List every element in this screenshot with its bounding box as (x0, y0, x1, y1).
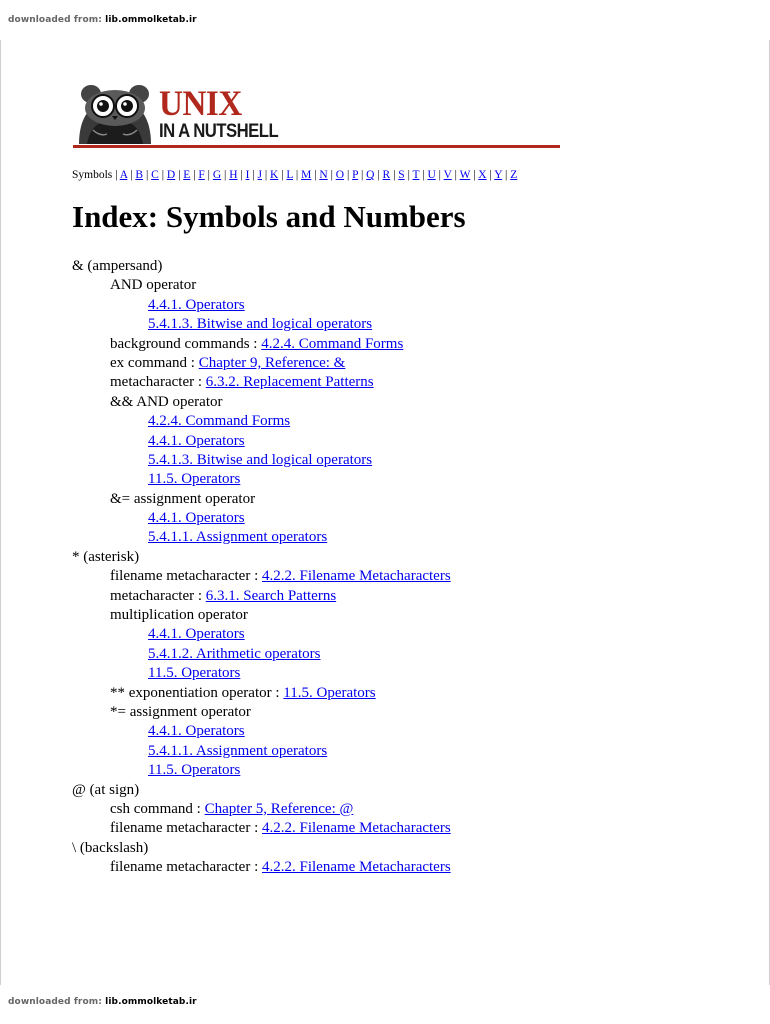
nav-letter-o[interactable]: O (335, 169, 345, 181)
reference-link[interactable]: 4.4.1. Operators (148, 296, 245, 313)
nav-letter-z[interactable]: Z (510, 169, 518, 181)
index-subentry (72, 335, 762, 354)
reference-link[interactable]: 4.2.4. Command Forms (148, 413, 291, 430)
logo-rule (73, 145, 560, 148)
index-reference (72, 432, 762, 451)
nav-letter-g[interactable]: G (212, 169, 222, 181)
nav-letter-a[interactable]: A (119, 169, 128, 181)
entry-text: filename metacharacter : (110, 820, 262, 837)
index-reference (72, 528, 762, 547)
nav-letter-h[interactable]: H (229, 169, 238, 181)
nav-letter-x[interactable]: X (478, 169, 487, 181)
index-subentry (72, 276, 762, 295)
logo-title: UNIX (159, 83, 242, 123)
entry-text: multiplication operator (110, 607, 248, 624)
reference-link[interactable]: 4.2.2. Filename Metacharacters (262, 568, 451, 585)
nav-letter-d[interactable]: D (166, 169, 176, 181)
reference-link[interactable]: 11.5. Operators (148, 471, 241, 488)
index-subentry (72, 354, 762, 373)
entry-text: * (asterisk) (72, 548, 140, 565)
entry-text: ** exponentiation operator : (110, 684, 284, 701)
nav-letter-f[interactable]: F (198, 169, 205, 181)
entry-text: metacharacter : (110, 587, 206, 604)
tarsier-icon (73, 82, 157, 146)
reference-link[interactable]: 11.5. Operators (148, 762, 241, 779)
index-reference (72, 742, 762, 761)
index-subentry (72, 393, 762, 412)
entry-text: AND operator (110, 277, 197, 294)
index-subentry (72, 819, 762, 838)
nav-letter-w[interactable]: W (459, 169, 471, 181)
reference-link[interactable]: 6.3.1. Search Patterns (205, 587, 337, 604)
index-reference (72, 722, 762, 741)
nav-letter-q[interactable]: Q (366, 169, 375, 181)
reference-link[interactable]: 4.2.4. Command Forms (261, 335, 404, 352)
reference-link[interactable]: 4.4.1. Operators (148, 510, 245, 527)
nav-letter-b[interactable]: B (135, 169, 144, 181)
index-subentry (72, 490, 762, 509)
index-subentry (72, 606, 762, 625)
reference-link[interactable]: 5.4.1.3. Bitwise and logical operators (148, 451, 373, 468)
alphabet-nav: Symbols | A | B | C | D | E | F | G | H | I | J | K | L | M | N | O | P | Q | R | S | T | U | V | W | X | Y | Z (72, 169, 518, 181)
watermark-site: lib.ommolketab.ir (105, 997, 197, 1007)
index-reference (72, 470, 762, 489)
index-list (72, 257, 762, 878)
nav-letter-e[interactable]: E (183, 169, 191, 181)
book-logo[interactable] (73, 82, 560, 152)
nav-letter-i[interactable]: I (245, 169, 250, 181)
watermark-bottom (8, 997, 197, 1007)
reference-link[interactable]: 11.5. Operators (148, 665, 241, 682)
entry-text: metacharacter : (110, 374, 206, 391)
nav-letter-t[interactable]: T (412, 169, 420, 181)
reference-link[interactable]: Chapter 5, Reference: @ (204, 800, 354, 817)
reference-link[interactable]: 6.3.2. Replacement Patterns (205, 374, 374, 391)
index-subentry (72, 587, 762, 606)
reference-link[interactable]: 4.2.2. Filename Metacharacters (262, 820, 451, 837)
watermark-prefix: downloaded from: (8, 15, 102, 25)
nav-letter-m[interactable]: M (301, 169, 312, 181)
index-reference (72, 412, 762, 431)
reference-link[interactable]: 5.4.1.1. Assignment operators (148, 529, 328, 546)
index-reference (72, 315, 762, 334)
logo-subtitle: IN A NUTSHELL (159, 121, 279, 142)
entry-text: &= assignment operator (110, 490, 256, 507)
entry-text: && AND operator (110, 393, 223, 410)
reference-link[interactable]: 4.4.1. Operators (148, 723, 245, 740)
reference-link[interactable]: Chapter 9, Reference: & (198, 354, 346, 371)
index-subentry (72, 858, 762, 877)
nav-letter-y[interactable]: Y (494, 169, 503, 181)
nav-letter-c[interactable]: C (151, 169, 159, 181)
nav-symbols-label: Symbols (72, 169, 113, 181)
frame-border-left (0, 40, 1, 985)
index-subentry (72, 800, 762, 819)
index-reference (72, 451, 762, 470)
nav-letter-v[interactable]: V (443, 169, 452, 181)
reference-link[interactable]: 4.2.2. Filename Metacharacters (262, 859, 451, 876)
nav-letter-s[interactable]: S (398, 169, 405, 181)
page-title: Index: Symbols and Numbers (72, 199, 466, 234)
reference-link[interactable]: 5.4.1.1. Assignment operators (148, 742, 328, 759)
reference-link[interactable]: 5.4.1.2. Arithmetic operators (148, 645, 321, 662)
watermark-top (8, 15, 197, 25)
index-subentry (72, 703, 762, 722)
index-reference (72, 664, 762, 683)
index-entry (72, 839, 762, 858)
index-reference (72, 645, 762, 664)
entry-text: background commands : (110, 335, 262, 352)
nav-letter-j[interactable]: J (257, 169, 262, 181)
index-reference (72, 296, 762, 315)
watermark-site: lib.ommolketab.ir (105, 15, 197, 25)
entry-text: *= assignment operator (110, 703, 251, 720)
index-reference (72, 625, 762, 644)
nav-letter-u[interactable]: U (427, 169, 436, 181)
entry-text: filename metacharacter : (110, 568, 262, 585)
index-subentry (72, 567, 762, 586)
entry-text: @ (at sign) (72, 781, 140, 798)
nav-letter-r[interactable]: R (382, 169, 391, 181)
nav-letter-k[interactable]: K (270, 169, 279, 181)
nav-letter-p[interactable]: P (352, 169, 359, 181)
index-entry (72, 257, 762, 276)
reference-link[interactable]: 4.4.1. Operators (148, 626, 245, 643)
index-reference (72, 509, 762, 528)
nav-letter-l[interactable]: L (286, 169, 294, 181)
entry-text: & (ampersand) (72, 258, 163, 274)
reference-link[interactable]: 4.4.1. Operators (148, 432, 245, 449)
nav-letter-n[interactable]: N (319, 169, 328, 181)
entry-text: csh command : (110, 800, 205, 817)
index-reference (72, 761, 762, 780)
reference-link[interactable]: 5.4.1.3. Bitwise and logical operators (148, 316, 373, 333)
entry-text: ex command : (110, 354, 199, 371)
watermark-prefix: downloaded from: (8, 997, 102, 1007)
index-subentry (72, 373, 762, 392)
entry-text: \ (backslash) (72, 839, 149, 856)
reference-link[interactable]: 11.5. Operators (283, 684, 376, 701)
entry-text: filename metacharacter : (110, 859, 262, 876)
index-subentry (72, 684, 762, 703)
index-entry (72, 781, 762, 800)
index-entry (72, 548, 762, 567)
